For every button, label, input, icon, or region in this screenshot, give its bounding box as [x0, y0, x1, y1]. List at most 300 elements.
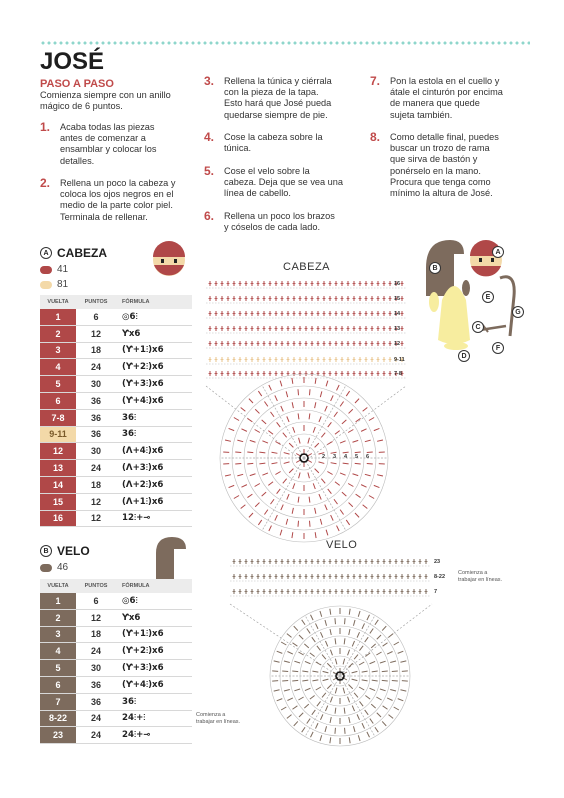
row-puntos: 12 [90, 612, 101, 623]
stitch-mark [400, 661, 406, 662]
stitch-mark [359, 687, 364, 690]
stitch-mark [249, 399, 253, 403]
stitch-mark [255, 503, 259, 507]
sector-line [304, 385, 346, 458]
stitch-mark [304, 704, 308, 708]
stitch-mark [294, 661, 300, 663]
stitch-mark [330, 629, 331, 635]
stitch-mark [235, 463, 241, 464]
stitch-mark [274, 661, 280, 662]
stitch-mark [380, 661, 386, 663]
stitch-mark [315, 723, 318, 728]
table-row [40, 359, 192, 376]
stitch-mark [362, 623, 365, 628]
row-vuelta: 15 [40, 494, 76, 510]
stitch-mark [371, 704, 375, 708]
row-formula: 36⫶ [122, 412, 137, 423]
swatch-81 [40, 281, 52, 289]
stitch-mark [375, 727, 378, 732]
stitch-mark [293, 483, 295, 489]
stitch-mark [304, 644, 308, 648]
stitch-mark [264, 401, 267, 406]
stitch-mark [282, 681, 288, 682]
stitch-mark [275, 515, 278, 520]
stitch-mark [361, 429, 366, 432]
stitch-mark [292, 680, 298, 681]
stitch-mark [298, 389, 299, 395]
stitch-mark [328, 422, 332, 427]
stitch-mark [268, 482, 273, 486]
velo-header [40, 544, 90, 558]
row-formula: 24⫶+⫶ [122, 713, 146, 724]
row-formula: (Ƴ+1⫶)x6 [122, 345, 164, 356]
stitch-mark [280, 381, 282, 387]
stitch-mark [362, 671, 368, 672]
stitch-mark [269, 526, 272, 531]
stitch-mark [302, 680, 308, 681]
cabeza-header [40, 246, 107, 260]
stitch-mark [346, 520, 349, 525]
cabeza-row-label: 9-11 [394, 357, 405, 363]
stitch-mark [348, 663, 352, 667]
stitch-mark [292, 643, 297, 646]
stitch-mark [268, 431, 273, 435]
stitch-mark [372, 671, 378, 672]
stitch-mark [299, 438, 301, 444]
stitch-mark [294, 689, 300, 691]
row-puntos: 36 [90, 679, 101, 690]
velo-row-label: 8-22 [434, 574, 446, 580]
row-vuelta: 6 [40, 677, 76, 693]
stitch-mark [331, 463, 337, 464]
stitch-mark [382, 721, 386, 725]
row-vuelta: 7-8 [40, 410, 76, 426]
stitch-mark [382, 671, 388, 672]
stitch-mark [283, 433, 287, 438]
row-vuelta: 4 [40, 359, 76, 375]
swatch-41 [40, 266, 52, 274]
stitch-mark [315, 443, 319, 447]
stitch-mark [358, 611, 360, 617]
stitch-mark [367, 463, 373, 464]
row-vuelta: 16 [40, 511, 76, 527]
row-vuelta: 2 [40, 610, 76, 626]
col-formula: FÓRMULA [122, 299, 150, 305]
row-vuelta: 13 [40, 460, 76, 476]
stitch-mark [292, 706, 297, 709]
cabeza-diagram-title: CABEZA [283, 261, 331, 273]
paso-intro: Comienza siempre con un anillo mágico de 6 puntos. [40, 90, 171, 111]
stitch-mark [349, 629, 350, 635]
row-puntos: 24 [90, 713, 101, 724]
stitch-mark [367, 615, 370, 620]
stitch-mark [330, 697, 332, 703]
step-text: Rellena un poco los brazos y cóselos de cada lado. [224, 211, 335, 233]
stitch-mark [359, 662, 364, 665]
stitch-mark [281, 505, 283, 510]
stitch-mark [348, 430, 353, 433]
stitch-mark [321, 433, 325, 438]
stitch-mark [382, 626, 386, 630]
stitch-mark [335, 638, 336, 644]
row-puntos: 24 [90, 463, 101, 474]
row-formula: (Ʌ+1⫶)x6 [122, 496, 164, 507]
stitch-mark [307, 719, 310, 724]
stitch-mark [237, 440, 243, 442]
row-formula: 12⫶+⊸ [122, 513, 151, 524]
stitch-mark [320, 611, 322, 617]
stitch-mark [284, 462, 290, 464]
stitch-mark [325, 505, 327, 510]
row-formula: (Ʌ+3⫶)x6 [122, 463, 164, 474]
color-code: 46 [57, 562, 69, 573]
stitch-mark [377, 713, 381, 717]
table-body [40, 309, 192, 527]
stitch-mark [340, 401, 343, 406]
color-code: 81 [57, 279, 69, 290]
table-row [40, 460, 192, 477]
head-icon [152, 243, 186, 277]
stitch-mark [241, 485, 246, 488]
table-row [40, 427, 192, 444]
stitch-mark [318, 462, 324, 464]
stitch-mark [320, 632, 322, 637]
stitch-mark [237, 474, 243, 476]
stitch-mark [258, 520, 261, 525]
velo-title: VELO [57, 544, 90, 558]
stitch-mark [365, 637, 369, 642]
stitch-mark [320, 391, 322, 397]
stitch-mark [292, 508, 293, 514]
stitch-mark [331, 515, 334, 520]
table-header [40, 295, 192, 309]
stitch-mark [258, 391, 261, 396]
row-puntos: 6 [93, 595, 99, 606]
stitch-mark [262, 492, 266, 496]
table-row [40, 410, 192, 427]
cabeza-diagram [204, 276, 414, 496]
stitch-mark [315, 508, 316, 514]
stitch-mark [376, 652, 381, 655]
stitch-mark [272, 452, 278, 453]
step-text: Cose el velo sobre la cabeza. Deja que se vea una línea de cabello. [224, 166, 344, 199]
stitch-mark [383, 706, 388, 709]
stitch-mark [250, 474, 256, 476]
stitch-mark [400, 690, 406, 691]
row-vuelta: 5 [40, 376, 76, 392]
stitch-mark [348, 484, 353, 487]
table-row [40, 694, 192, 711]
paso-heading: PASO A PASO [40, 78, 114, 90]
stitch-mark [365, 474, 371, 476]
stitch-mark [316, 687, 321, 690]
step-number: 2. [40, 176, 51, 190]
color-41 [40, 264, 68, 275]
stitch-mark [337, 385, 340, 390]
stitch-mark [334, 412, 338, 417]
stitch-mark [326, 530, 328, 536]
stitch-mark [281, 642, 286, 645]
stitch-mark [335, 618, 336, 624]
table-row [40, 727, 192, 744]
col-vuelta: VUELTA [47, 583, 69, 589]
cabeza-table [40, 295, 192, 527]
step-6 [204, 211, 364, 233]
stitch-mark [287, 698, 292, 701]
stitch-mark [335, 708, 336, 714]
col-formula: FÓRMULA [122, 583, 150, 589]
stitch-mark [377, 635, 381, 639]
stitch-mark [277, 489, 281, 494]
stitch-mark [343, 688, 345, 694]
stitch-mark [325, 406, 327, 411]
cabeza-title: CABEZA [57, 246, 107, 260]
stitch-mark [225, 440, 231, 441]
cabeza-row-label: 15 [394, 296, 401, 302]
cabeza-round-number: 2 [322, 454, 326, 460]
row-vuelta: 14 [40, 477, 76, 493]
step-number: 4. [204, 130, 215, 144]
row-formula: (Ƴ+2⫶)x6 [122, 362, 164, 373]
stitch-mark [353, 440, 359, 442]
stitch-mark [272, 463, 278, 464]
stitch-mark [255, 409, 259, 413]
row-formula: (Ƴ+4⫶)x6 [122, 395, 164, 406]
stitch-mark [259, 463, 265, 464]
velo-diagram-title: VELO [326, 539, 358, 551]
step-text: Rellena la túnica y ciérrala con la pieza de la tapa. Esto hará que José pueda quedarse siempre de pie. [224, 76, 332, 120]
stitch-mark [286, 391, 288, 397]
stitch-mark [344, 638, 345, 644]
row-formula: (Ʌ+4⫶)x6 [122, 446, 164, 457]
row-puntos: 18 [90, 629, 101, 640]
stitch-mark [380, 689, 386, 691]
stitch-mark [388, 715, 393, 719]
figure-label-c: C [472, 321, 484, 333]
stitch-mark [312, 680, 318, 681]
stitch-mark [390, 661, 396, 663]
row-vuelta: 1 [40, 309, 76, 325]
step-number: 5. [204, 164, 215, 178]
stitch-mark [348, 650, 350, 656]
cabeza-round-number: 3 [333, 454, 337, 460]
stitch-mark [299, 635, 303, 639]
row-formula: 24⫶+⊸ [122, 730, 151, 741]
stitch-mark [315, 623, 318, 628]
stitch-mark [383, 643, 388, 646]
stitch-mark [305, 688, 311, 690]
step-8 [370, 132, 530, 199]
stitch-mark [340, 473, 346, 475]
stitch-mark [317, 646, 321, 651]
stitch-mark [327, 442, 332, 445]
stitch-mark [247, 463, 253, 464]
row-formula: Ƴx6 [122, 328, 141, 339]
stitch-mark [305, 661, 311, 663]
stitch-mark [315, 532, 316, 538]
table-row [40, 511, 192, 528]
stitch-mark [255, 430, 260, 433]
velo-row-label: 7 [434, 589, 438, 595]
stitch-mark [330, 717, 331, 723]
part-letter-b: B [40, 545, 52, 557]
stitch-mark [321, 479, 325, 484]
color-81 [40, 279, 68, 290]
stitch-mark [262, 441, 268, 443]
stitch-mark [343, 463, 349, 464]
stitch-mark [367, 732, 370, 737]
table-row [40, 477, 192, 494]
figure-label-a: A [492, 246, 504, 258]
stitch-mark [315, 378, 316, 384]
stitch-mark [284, 689, 290, 691]
table-row [40, 677, 192, 694]
row-puntos: 18 [90, 345, 101, 356]
stitch-mark [241, 429, 246, 432]
stitch-mark [234, 496, 239, 499]
table-row [40, 309, 192, 326]
stitch-mark [325, 706, 327, 712]
stitch-mark [349, 609, 350, 615]
stitch-mark [294, 721, 298, 725]
stitch-mark [370, 661, 376, 663]
stitch-mark [264, 510, 267, 515]
figure-label-g: G [512, 306, 524, 318]
stitch-mark [367, 452, 373, 453]
stitch-mark [370, 688, 376, 690]
cabeza-row-label: 14 [394, 311, 401, 317]
stitch-mark [358, 735, 360, 741]
row-puntos: 12 [90, 328, 101, 339]
stitch-mark [331, 395, 334, 400]
table-row [40, 627, 192, 644]
stitch-mark [299, 713, 303, 717]
stitch-mark [342, 420, 346, 424]
row-puntos: 36 [90, 395, 101, 406]
stitch-mark [335, 431, 340, 435]
row-vuelta: 3 [40, 343, 76, 359]
stitch-mark [387, 651, 392, 654]
stitch-mark [352, 679, 358, 681]
stitch-mark [327, 663, 331, 667]
stitch-mark [377, 475, 383, 476]
sector-line [304, 458, 346, 531]
stitch-mark [308, 472, 310, 478]
stitch-mark [398, 651, 404, 653]
row-puntos: 18 [90, 479, 101, 490]
stitch-mark [277, 651, 283, 653]
stitch-mark [312, 637, 316, 642]
stitch-mark [241, 505, 246, 509]
stitch-mark [369, 418, 374, 421]
stitch-mark [392, 681, 398, 682]
row-puntos: 24 [90, 362, 101, 373]
stitch-mark [281, 406, 283, 411]
dotted-divider [40, 40, 530, 46]
row-formula: 36⫶ [122, 429, 137, 440]
stitch-mark [241, 407, 246, 411]
row-vuelta: 6 [40, 393, 76, 409]
stitch-mark [282, 671, 288, 672]
stitch-mark [325, 641, 327, 647]
sector-line [262, 385, 304, 458]
stitch-mark [255, 484, 260, 487]
stitch-mark [281, 707, 286, 710]
stitch-mark [298, 521, 299, 527]
stitch-mark [394, 707, 399, 710]
row-formula: Ƴx6 [122, 612, 141, 623]
stitch-mark [249, 513, 253, 517]
stitch-mark [229, 485, 235, 487]
table-row [40, 443, 192, 460]
cabeza-round-number: 6 [366, 454, 370, 460]
stitch-mark [287, 416, 289, 422]
stitch-mark [287, 494, 289, 500]
stitch-mark [275, 395, 278, 400]
stitch-mark [307, 628, 310, 633]
stitch-mark [352, 706, 354, 712]
stitch-mark [302, 727, 305, 732]
jose-figure-illustration [420, 236, 530, 360]
stitch-mark [362, 680, 368, 681]
row-vuelta: 4 [40, 643, 76, 659]
stitch-mark [374, 428, 380, 430]
table-row [40, 643, 192, 660]
stitch-mark [345, 728, 346, 734]
stitch-mark [337, 526, 340, 531]
stitch-mark [394, 642, 399, 645]
row-vuelta: 1 [40, 593, 76, 609]
stitch-mark [365, 695, 370, 699]
stitch-mark [309, 497, 310, 503]
row-puntos: 6 [93, 311, 99, 322]
stitch-mark [229, 428, 235, 430]
stitch-mark [292, 671, 298, 672]
stitch-mark [349, 737, 350, 743]
row-puntos: 30 [90, 663, 101, 674]
stitch-mark [287, 715, 292, 719]
stitch-mark [345, 618, 346, 624]
row-formula: ◎6⫶ [122, 595, 138, 606]
stitch-mark [349, 503, 353, 507]
stitch-mark [317, 701, 321, 706]
stitch-mark [298, 497, 299, 503]
stitch-mark [354, 693, 358, 698]
stitch-mark [270, 412, 274, 417]
stitch-mark [356, 494, 361, 497]
part-letter-a: A [40, 247, 52, 259]
guide-line [230, 604, 432, 676]
stitch-mark [352, 671, 358, 673]
row-puntos: 30 [90, 446, 101, 457]
stitch-mark [315, 469, 319, 473]
stitch-mark [326, 381, 328, 387]
stitch-mark [319, 416, 321, 422]
stitch-mark [298, 652, 303, 655]
stitch-mark [313, 427, 315, 433]
step-text: Como detalle final, puedes buscar un trozo de rama que sirva de bastón y ponérselo en la mano. Procura que tenga como mínimo la altura de José. [390, 132, 499, 199]
table-row [40, 393, 192, 410]
stitch-mark [320, 519, 322, 525]
row-vuelta: 23 [40, 727, 76, 743]
stitch-mark [348, 684, 352, 688]
stitch-mark [363, 505, 368, 509]
step-4 [204, 132, 364, 154]
stitch-mark [323, 671, 329, 673]
row-formula: ◎6⫶ [122, 311, 138, 322]
cabeza-row-label: 7-8 [394, 371, 402, 377]
stitch-mark [320, 735, 322, 741]
